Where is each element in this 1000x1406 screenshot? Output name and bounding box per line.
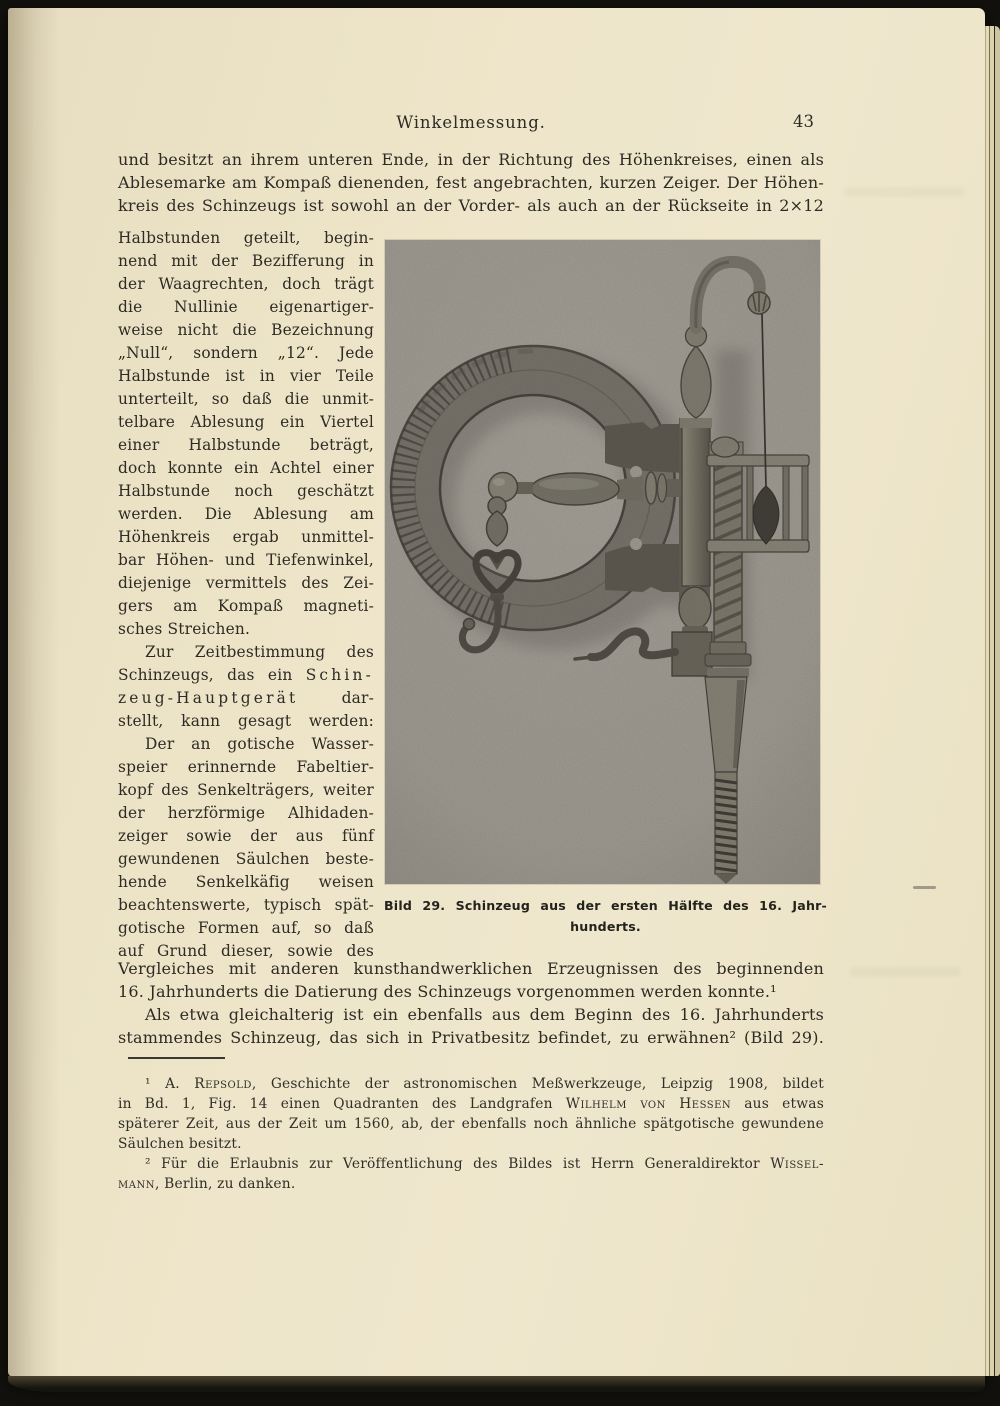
text-line: Halbstunde noch geschätzt bbox=[118, 482, 374, 500]
text-line: bar Höhen- und Tiefenwinkel, bbox=[118, 551, 374, 569]
text-line: der Waagrechten, doch trägt bbox=[118, 275, 374, 293]
letterspaced-term: zeug-Hauptgerät bbox=[118, 689, 299, 707]
smallcaps-name: Wissel- bbox=[770, 1156, 824, 1172]
book-spine-curve bbox=[8, 1376, 985, 1392]
text-segment: Schinzeugs, das ein bbox=[118, 666, 293, 684]
text-line: zeiger sowie der aus fünf bbox=[118, 827, 374, 845]
text-line: stammendes Schinzeug, das sich in Privatbesitz befindet, zu erwähnen² (Bild 29). bbox=[118, 1028, 824, 1047]
text-line: „Null“, sondern „12“. Jede bbox=[118, 344, 374, 362]
text-line: Vergleiches mit anderen kunsthandwerklichen Erzeugnissen des beginnenden bbox=[118, 959, 824, 978]
footnote-line bbox=[118, 1174, 824, 1194]
text-line: Als etwa gleichalterig ist ein ebenfalls aus dem Beginn des 16. Jahrhunderts bbox=[145, 1005, 824, 1024]
text-line: gers am Kompaß magneti- bbox=[118, 597, 374, 615]
text-line: die Nullinie eigenartiger- bbox=[118, 298, 374, 316]
figure-caption-line1: Bild 29. Schinzeug aus der ersten Hälfte des 16. Jahr- bbox=[384, 898, 827, 913]
text-line: Ablesemarke am Kompaß dienenden, fest angebrachten, kurzen Zeiger. Der Höhen- bbox=[118, 173, 824, 192]
footnote-line: Säulchen besitzt. bbox=[118, 1136, 242, 1152]
photo-grain bbox=[385, 240, 820, 884]
footnote-line bbox=[118, 1094, 824, 1114]
schinzeug-photo-illustration bbox=[385, 240, 820, 884]
page-number: 43 bbox=[793, 112, 814, 131]
print-artifact-dash bbox=[913, 886, 936, 889]
text-line: doch konnte ein Achtel einer bbox=[118, 459, 374, 477]
text-line: diejenige vermittels des Zei- bbox=[118, 574, 374, 592]
text-line: Der an gotische Wasser- bbox=[145, 735, 374, 753]
smallcaps-name: mann bbox=[118, 1176, 155, 1192]
text-line: beachtenswerte, typisch spät- bbox=[118, 896, 374, 914]
figure-caption-line2: hunderts. bbox=[570, 919, 641, 934]
smallcaps-name: Wilhelm von Hessen bbox=[565, 1096, 732, 1112]
letterspaced-term: Schin- bbox=[305, 666, 374, 684]
text-segment: ¹ A. bbox=[145, 1076, 195, 1092]
text-line: unterteilt, so daß die unmit- bbox=[118, 390, 374, 408]
text-line: Halbstunden geteilt, begin- bbox=[118, 229, 374, 247]
text-line: Zur Zeitbestimmung des bbox=[145, 643, 374, 661]
text-line: gotische Formen auf, so daß bbox=[118, 919, 374, 937]
text-line: telbare Ablesung ein Viertel bbox=[118, 413, 374, 431]
text-line: gewundenen Säulchen beste- bbox=[118, 850, 374, 868]
text-segment: ² Für die Erlaubnis zur Veröffentlichung des Bildes ist Herrn Generaldirektor bbox=[145, 1156, 771, 1172]
text-line bbox=[118, 665, 374, 685]
text-line: hende Senkelkäfig weisen bbox=[118, 873, 374, 891]
text-line: speier erinnernde Fabeltier- bbox=[118, 758, 374, 776]
text-line: sches Streichen. bbox=[118, 620, 251, 638]
book-page bbox=[8, 8, 985, 1384]
footnote-line: späterer Zeit, aus der Zeit um 1560, ab, der ebenfalls noch ähnliche spätgotische gewundene bbox=[118, 1116, 824, 1132]
text-line: kreis des Schinzeugs ist sowohl an der Vorder- als auch an der Rückseite in 2×12 bbox=[118, 196, 824, 215]
figure-photo-schinzeug bbox=[385, 240, 820, 884]
text-line: 16. Jahrhunderts die Datierung des Schinzeugs vorgenommen werden konnte.¹ bbox=[118, 982, 777, 1001]
text-line: Höhenkreis ergab unmittel- bbox=[118, 528, 374, 546]
running-header-title: Winkelmessung. bbox=[396, 113, 546, 132]
book-page-edges bbox=[985, 26, 1000, 1376]
bleedthrough-mark bbox=[850, 968, 960, 976]
text-line: und besitzt an ihrem unteren Ende, in der Richtung des Höhenkreises, einen als bbox=[118, 150, 824, 169]
text-segment: dar- bbox=[341, 689, 374, 707]
text-line: kopf des Senkelträgers, weiter bbox=[118, 781, 374, 799]
text-line: weise nicht die Bezeichnung bbox=[118, 321, 374, 339]
text-line bbox=[118, 688, 374, 708]
text-line: einer Halbstunde beträgt, bbox=[118, 436, 374, 454]
text-line: Halbstunde ist in vier Teile bbox=[118, 367, 374, 385]
text-line: werden. Die Ablesung am bbox=[118, 505, 374, 523]
text-segment: in Bd. 1, Fig. 14 einen Quadranten des Landgrafen bbox=[118, 1096, 566, 1112]
footnote-line bbox=[118, 1074, 824, 1094]
text-line: nend mit der Bezifferung in bbox=[118, 252, 374, 270]
smallcaps-name: Repsold bbox=[194, 1076, 252, 1092]
text-segment: aus etwas bbox=[731, 1096, 824, 1112]
text-line: stellt, kann gesagt werden: bbox=[118, 712, 374, 730]
text-line: auf Grund dieser, sowie des bbox=[118, 942, 374, 960]
text-line: der herzförmige Alhidaden- bbox=[118, 804, 374, 822]
footnote-rule bbox=[128, 1057, 225, 1059]
footnote-line bbox=[118, 1154, 824, 1174]
bleedthrough-mark bbox=[844, 188, 964, 196]
text-segment: , Geschichte der astronomischen Meßwerkzeuge, Leipzig 1908, bildet bbox=[251, 1076, 824, 1092]
text-segment: , Berlin, zu danken. bbox=[154, 1176, 296, 1192]
